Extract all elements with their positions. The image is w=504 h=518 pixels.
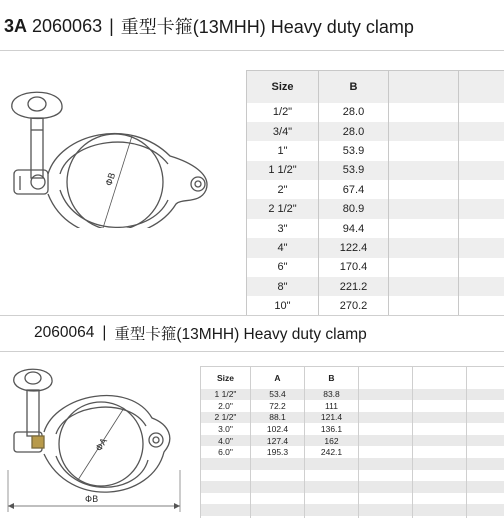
column-header-empty [467,367,504,389]
b-cell: 53.9 [319,141,389,160]
b-cell: 80.9 [319,199,389,218]
table-header-row [247,71,504,103]
product-name: 重型卡箍(13MHH) Heavy duty clamp [120,17,414,37]
diameter-b-label: ΦB [85,495,99,505]
table-row [247,238,504,257]
b-cell [305,493,359,505]
b-cell: 28.0 [319,122,389,141]
size-cell: 4" [247,238,319,257]
b-cell: 111 [305,400,359,412]
a-cell: 195.3 [251,446,305,458]
a-cell: 127.4 [251,435,305,447]
size-cell: 2" [247,180,319,199]
table-row [247,103,504,122]
b-cell [305,458,359,470]
product-code: 2060064 [34,324,95,341]
table-row [201,400,504,412]
brand-prefix: 3A [4,15,28,36]
table-row [201,470,504,482]
section-divider [0,50,504,51]
table-row [201,389,504,401]
column-header-empty [413,367,467,389]
size-cell: 2 1/2" [201,412,251,424]
a-cell [251,504,305,516]
size-cell: 2 1/2" [247,199,319,218]
b-cell [305,504,359,516]
table-row [247,219,504,238]
clamp-drawing-2060064 [0,360,196,518]
product-title-2060064 [34,322,367,344]
table-row [201,412,504,424]
size-cell [201,458,251,470]
a-cell: 102.4 [251,423,305,435]
b-cell: 94.4 [319,219,389,238]
column-header-a: A [251,367,305,389]
b-cell: 136.1 [305,423,359,435]
b-cell: 83.8 [305,389,359,401]
column-header-b: B [319,71,389,103]
table-row [247,122,504,141]
size-cell: 1" [247,141,319,160]
size-table-2060063 [246,70,504,316]
column-header-size: Size [201,367,251,389]
size-cell [201,504,251,516]
a-cell [251,470,305,482]
b-cell: 242.1 [305,446,359,458]
a-cell: 88.1 [251,412,305,424]
table-row [247,258,504,277]
a-cell [251,481,305,493]
b-cell: 28.0 [319,103,389,122]
column-header-size: Size [247,71,319,103]
product-name: 重型卡箍(13MHH) Heavy duty clamp [114,326,367,343]
b-cell [305,481,359,493]
column-header-empty [389,71,459,103]
b-cell: 221.2 [319,277,389,296]
size-cell [201,481,251,493]
b-cell: 270.2 [319,296,389,315]
b-cell: 53.9 [319,161,389,180]
a-cell [251,458,305,470]
b-cell: 170.4 [319,258,389,277]
column-header-empty [459,71,504,103]
table-row [247,277,504,296]
size-cell: 1 1/2" [247,161,319,180]
table-row [247,180,504,199]
size-cell: 6.0" [201,446,251,458]
clamp-drawing-2060063 [0,78,222,228]
column-header-b: B [305,367,359,389]
table-row [247,161,504,180]
size-cell: 10" [247,296,319,315]
section-divider [0,351,504,352]
size-cell [201,470,251,482]
b-cell: 121.4 [305,412,359,424]
size-cell: 1 1/2" [201,389,251,401]
table-row [247,199,504,218]
table-row [201,481,504,493]
table-row [201,423,504,435]
table-row [201,458,504,470]
a-cell [251,493,305,505]
table-row [201,504,504,516]
size-cell [201,493,251,505]
section-divider [0,315,504,316]
size-cell: 4.0" [201,435,251,447]
diameter-b-label: ΦB [104,171,119,188]
size-cell: 6" [247,258,319,277]
table-row [201,493,504,505]
column-header-empty [359,367,413,389]
size-cell: 1/2" [247,103,319,122]
diameter-a-label: ΦA [94,436,110,454]
size-cell: 8" [247,277,319,296]
title-separator: | [102,324,107,341]
b-cell: 162 [305,435,359,447]
size-cell: 3" [247,219,319,238]
a-cell: 72.2 [251,400,305,412]
size-cell: 2.0" [201,400,251,412]
b-cell: 122.4 [319,238,389,257]
title-separator: | [109,15,114,36]
a-cell: 53.4 [251,389,305,401]
size-table-2060064 [200,366,504,518]
size-cell: 3/4" [247,122,319,141]
b-cell [305,470,359,482]
product-code: 2060063 [32,15,103,36]
size-cell: 3.0" [201,423,251,435]
table-row [247,141,504,160]
table-header-row [201,367,504,389]
b-cell: 67.4 [319,180,389,199]
table-row [201,435,504,447]
table-row [201,446,504,458]
table-row [247,296,504,315]
product-title-2060063 [4,13,414,39]
